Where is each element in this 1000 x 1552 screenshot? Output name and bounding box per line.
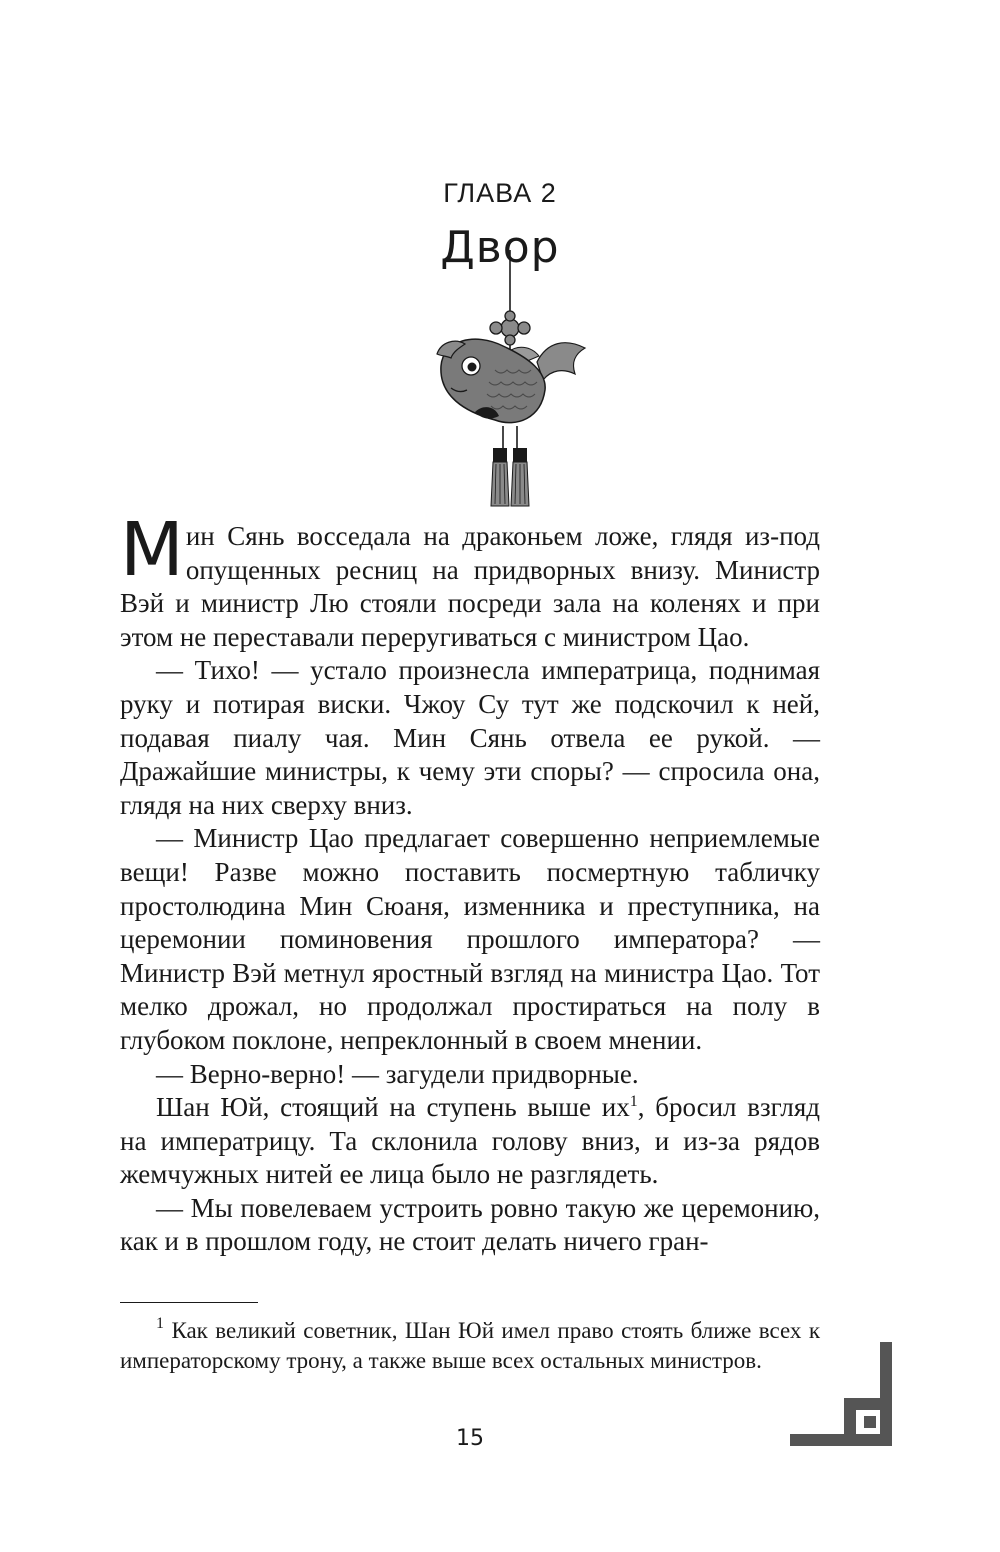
footnote-divider: [120, 1302, 258, 1303]
chapter-title: Двор: [440, 222, 560, 273]
paragraph: — Мы повелеваем устроить ровно такую же церемонию, как и в прошлом году, не стоит делать ничего гран-: [120, 1192, 820, 1257]
footnote-marker: 1: [156, 1315, 164, 1332]
chinese-knot-icon: [490, 311, 530, 345]
paragraph: — Тихо! — устало произнесла императрица, поднимая руку и потирая виски. Чжоу Су тут же подскочил к ней, подавая пиалу чая. Мин Сянь отвела ее рукой. — Дражайшие министры, к чему эти споры? — спросила она, глядя на них сверху вниз.: [120, 655, 820, 820]
paragraph: [120, 1091, 820, 1192]
drop-cap: М: [120, 507, 184, 593]
chapter-body-text: [120, 507, 820, 1259]
paragraph-text: , бросил взгляд на императрицу. Та склонила голову вниз, и из-за рядов жемчужных нитей ее лица было не разглядеть.: [120, 1092, 820, 1190]
chapter-label: ГЛАВА 2: [443, 178, 557, 208]
footnote: [120, 1316, 820, 1376]
paragraph-text: Шан Юй, стоящий на ступень выше их: [156, 1092, 630, 1123]
hanging-fish-charm-icon: [425, 250, 595, 512]
paragraph: — Верно-верно! — загудели придворные.: [156, 1058, 639, 1089]
footnote-reference[interactable]: 1: [629, 1093, 638, 1111]
paragraph: [120, 507, 820, 654]
footnote-text: Как великий советник, Шан Юй имел право стоять ближе всех к императорскому трону, а также выше всех остальных министров.: [120, 1318, 821, 1373]
tassel-icon: [491, 448, 529, 506]
paragraph-text: ин Сянь восседала на драконьем ложе, глядя из-под опущенных ресниц на придворных внизу. Министр Вэй и министр Лю стояли посреди зала на коленях и при этом не переставали переругиваться с министром Цао.: [120, 521, 820, 652]
corner-ornament-icon: [790, 1342, 900, 1452]
page-number: 15: [456, 1426, 484, 1451]
paragraph: — Министр Цао предлагает совершенно неприемлемые вещи! Разве можно поставить посмертную табличку простолюдина Мин Сюаня, изменника и преступника, на церемонии поминовения прошлого императора? — Министр Вэй метнул яростный взгляд на министра Цао. Тот мелко дрожал, но продолжал простираться на полу в глубоком поклоне, непреклонный в своем мнении.: [120, 823, 820, 1055]
